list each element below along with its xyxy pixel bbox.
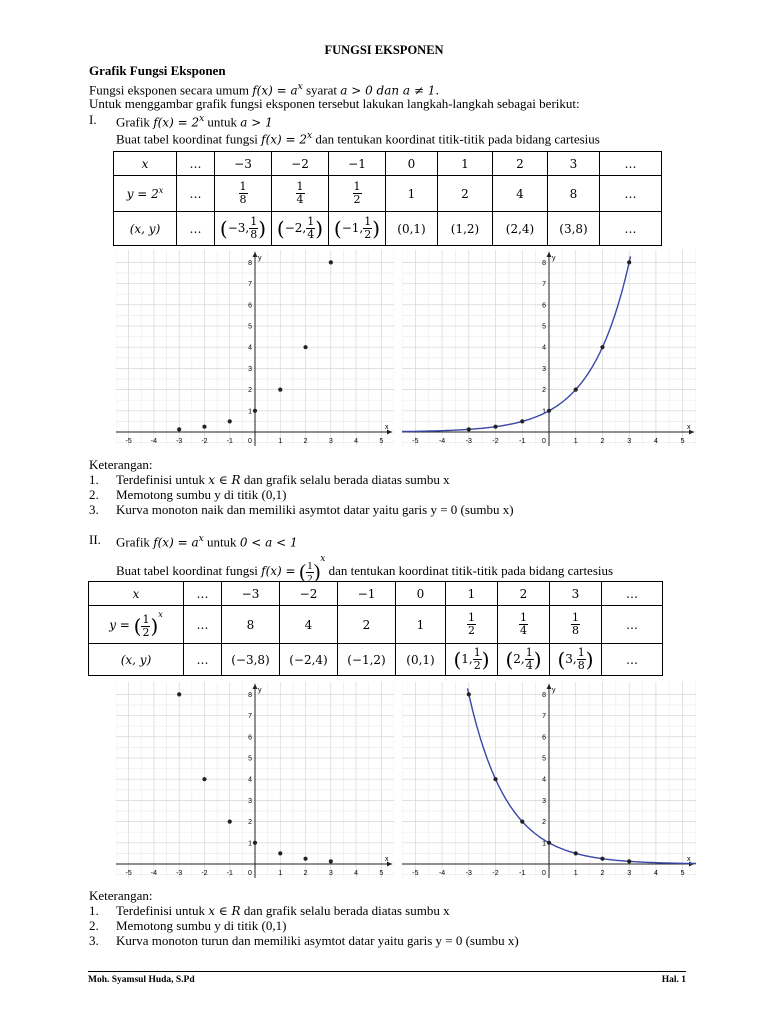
note-text: Kurva monoton turun dan memiliki asymtot datar yaitu garis y = 0 (sumbu x)	[116, 933, 519, 948]
table-cell: 2	[438, 176, 493, 212]
tick-label: 2	[542, 819, 546, 827]
tick-label: -3	[176, 870, 183, 877]
tick-label: -4	[150, 870, 158, 877]
y-axis-arrow	[547, 252, 552, 257]
tick-label: 2	[248, 819, 252, 827]
y-axis-arrow	[253, 684, 258, 689]
table-cell: …	[184, 644, 222, 676]
tick-label: 5	[379, 438, 384, 445]
table-cell: 4	[493, 176, 548, 212]
table-cell: $\frac{1}{8}$	[550, 606, 602, 644]
tick-label: 3	[328, 438, 333, 445]
note-number: 3.	[89, 502, 99, 517]
exponential-curve	[402, 256, 631, 431]
table-cell: …	[177, 212, 215, 246]
coordinate-table-2	[88, 581, 663, 676]
graph-scatter-2x	[116, 250, 394, 446]
graph-scatter-half-x	[116, 682, 394, 878]
tick-label: -5	[412, 438, 419, 445]
table-cell: −2	[272, 152, 329, 176]
tick-label: 0	[542, 438, 546, 445]
tick-label: -3	[465, 870, 472, 877]
row-label: $y = 2^x$	[114, 176, 177, 212]
data-point	[574, 851, 578, 855]
table-cell: (1, $\frac{1}{2}$ )	[446, 644, 498, 676]
page-footer	[88, 971, 686, 985]
tick-label: 0	[248, 870, 252, 877]
tick-label: 7	[542, 281, 546, 289]
note-text: Memotong sumbu y di titik (0,1)	[116, 918, 287, 933]
tick-label: 8	[542, 259, 546, 267]
tick-label: 6	[542, 302, 546, 310]
table-cell: −3	[222, 582, 280, 606]
tick-label: 5	[542, 755, 546, 763]
note-text: Memotong sumbu y di titik (0,1)	[116, 487, 287, 502]
tick-label: -4	[150, 438, 158, 445]
table-cell: (1,2)	[438, 212, 493, 246]
table-cell: (2, $\frac{1}{4}$ )	[498, 644, 550, 676]
table-cell: 1	[438, 152, 493, 176]
section2-instruction: Buat tabel koordinat fungsi f(x) = ( $\frac{1}{2}$ )$^x$ dan tentukan koordinat titik-titik pada bidang cartesius	[116, 554, 614, 585]
note-number: 3.	[89, 933, 99, 948]
tick-label: 3	[542, 365, 546, 373]
table-cell: (−3, $\frac{1}{8}$ )	[215, 212, 272, 246]
tick-label: -1	[226, 870, 233, 877]
table-cell: …	[602, 644, 663, 676]
section1-number: I.	[89, 112, 97, 127]
y-axis-label: y	[552, 255, 556, 262]
data-point	[253, 841, 257, 845]
y-axis-label: y	[552, 687, 556, 694]
data-point	[202, 425, 206, 429]
notes-title-1: Keterangan:	[89, 457, 153, 472]
data-point	[303, 345, 307, 349]
section-heading: Grafik Fungsi Eksponen	[89, 63, 226, 78]
tick-label: 2	[542, 387, 546, 395]
data-point	[329, 859, 333, 863]
table-cell: 2	[498, 582, 550, 606]
data-point	[627, 859, 631, 863]
table-cell: $\frac{1}{2}$	[446, 606, 498, 644]
data-point	[278, 387, 282, 391]
section1-instruction: Buat tabel koordinat fungsi $f(x) = 2^x$ dan tentukan koordinat titik-titik pada bidang cartesius	[116, 131, 600, 147]
tick-label: -1	[519, 870, 526, 877]
y-axis-label: y	[258, 687, 262, 694]
tick-label: -2	[492, 870, 499, 877]
table-cell: (0,1)	[396, 644, 446, 676]
table-cell: 3	[548, 152, 600, 176]
data-point	[467, 692, 471, 696]
table-cell: −3	[215, 152, 272, 176]
tick-label: 3	[328, 870, 333, 877]
table-row	[114, 176, 662, 212]
tick-label: 3	[248, 797, 252, 805]
data-point	[278, 851, 282, 855]
tick-label: 1	[278, 870, 283, 877]
table-cell: x	[89, 582, 184, 606]
data-point	[600, 345, 604, 349]
tick-label: 1	[573, 870, 578, 877]
coordinate-table-1	[113, 151, 662, 246]
tick-label: 3	[542, 797, 546, 805]
table-cell: 8	[222, 606, 280, 644]
table-cell: (x, y)	[114, 212, 177, 246]
y-axis-arrow	[253, 252, 258, 257]
table-cell: −1	[329, 152, 386, 176]
tick-label: 2	[600, 438, 605, 445]
table-cell: (3,8)	[548, 212, 600, 246]
footer-author: Moh. Syamsul Huda, S.Pd	[88, 975, 195, 985]
tick-label: 2	[303, 870, 308, 877]
table-cell: 3	[550, 582, 602, 606]
table-cell: …	[600, 152, 662, 176]
table-cell: (2,4)	[493, 212, 548, 246]
exponential-curve	[468, 688, 697, 863]
tick-label: 8	[542, 691, 546, 699]
tick-label: -4	[438, 870, 446, 877]
tick-label: 4	[248, 776, 252, 784]
x-axis-label: x	[385, 856, 389, 863]
tick-label: 4	[653, 438, 658, 445]
tick-label: 5	[680, 870, 685, 877]
footer-page: Hal. 1	[661, 975, 686, 985]
notes-title-2: Keterangan:	[89, 888, 153, 903]
data-point	[493, 425, 497, 429]
tick-label: 2	[303, 438, 308, 445]
tick-label: 8	[248, 259, 252, 267]
table-cell: 1	[386, 176, 438, 212]
tick-label: 7	[542, 713, 546, 721]
tick-label: 4	[354, 870, 359, 877]
tick-label: 6	[248, 302, 252, 310]
section2-title: Grafik $f(x) = a^x$ untuk 0 < a < 1	[116, 534, 298, 550]
tick-label: 1	[248, 408, 252, 416]
tick-label: 6	[248, 734, 252, 742]
data-point	[202, 777, 206, 781]
tick-label: 7	[248, 713, 252, 721]
data-point	[547, 841, 551, 845]
table-cell: …	[184, 606, 222, 644]
tick-label: -5	[125, 438, 132, 445]
tick-label: 2	[248, 387, 252, 395]
data-point	[600, 857, 604, 861]
note-number: 1.	[89, 903, 99, 918]
y-axis-arrow	[547, 684, 552, 689]
table-cell: 2	[493, 152, 548, 176]
tick-label: -5	[125, 870, 132, 877]
tick-label: 0	[542, 870, 546, 877]
intro-definition: Fungsi eksponen secara umum $f(x) = a^x$ syarat a > 0 dan a ≠ 1.	[89, 82, 440, 98]
tick-label: 5	[379, 870, 384, 877]
tick-label: -1	[519, 438, 526, 445]
page-title: FUNGSI EKSPONEN	[324, 43, 444, 57]
table-cell: …	[184, 582, 222, 606]
note-number: 2.	[89, 918, 99, 933]
table-cell: 1	[396, 606, 446, 644]
tick-label: -2	[201, 870, 208, 877]
data-point	[520, 419, 524, 423]
table-cell: 0	[386, 152, 438, 176]
x-axis-label: x	[385, 424, 389, 431]
table-cell: (3, $\frac{1}{8}$ )	[550, 644, 602, 676]
section2-number: II.	[89, 532, 101, 547]
intro-instruction: Untuk menggambar grafik fungsi eksponen tersebut lakukan langkah-langkah sebagai berikut:	[89, 96, 580, 111]
table-cell: …	[602, 582, 663, 606]
tick-label: 3	[248, 365, 252, 373]
table-cell: (−2,4)	[280, 644, 338, 676]
data-point	[493, 777, 497, 781]
y-axis-label: y	[258, 255, 262, 262]
tick-label: -1	[226, 438, 233, 445]
table-cell: (−1, $\frac{1}{2}$ )	[329, 212, 386, 246]
tick-label: -2	[492, 438, 499, 445]
table-row	[89, 644, 663, 676]
table-cell: 8	[548, 176, 600, 212]
tick-label: 7	[248, 281, 252, 289]
tick-label: 8	[248, 691, 252, 699]
data-point	[329, 260, 333, 264]
table-cell: 1	[446, 582, 498, 606]
table-cell: (x, y)	[89, 644, 184, 676]
table-cell: x	[114, 152, 177, 176]
table-cell: (0,1)	[386, 212, 438, 246]
tick-label: 5	[542, 323, 546, 331]
table-cell: $\frac{1}{4}$	[498, 606, 550, 644]
tick-label: -2	[201, 438, 208, 445]
table-cell: …	[177, 152, 215, 176]
tick-label: -4	[438, 438, 446, 445]
x-axis-label: x	[687, 856, 691, 863]
tick-label: 6	[542, 734, 546, 742]
data-point	[228, 819, 232, 823]
data-point	[177, 427, 181, 431]
tick-label: 3	[627, 438, 632, 445]
table-cell: (−2, $\frac{1}{4}$ )	[272, 212, 329, 246]
tick-label: 1	[573, 438, 578, 445]
table-cell: 4	[280, 606, 338, 644]
table-cell: −2	[280, 582, 338, 606]
tick-label: 4	[248, 344, 252, 352]
tick-label: 5	[248, 323, 252, 331]
tick-label: 1	[542, 408, 546, 416]
tick-label: 5	[680, 438, 685, 445]
tick-label: 1	[278, 438, 283, 445]
note-text: Kurva monoton naik dan memiliki asymtot datar yaitu garis y = 0 (sumbu x)	[116, 502, 514, 517]
table-cell: …	[177, 176, 215, 212]
data-point	[574, 387, 578, 391]
data-point	[627, 260, 631, 264]
table-row	[89, 582, 663, 606]
tick-label: 4	[542, 776, 546, 784]
tick-label: 4	[354, 438, 359, 445]
table-row	[114, 212, 662, 246]
row-label: y = ( $\frac{1}{2}$ )$^x$	[89, 606, 184, 644]
note-number: 2.	[89, 487, 99, 502]
graph-curve-2x	[402, 250, 696, 446]
section1-title: Grafik $f(x) = 2^x$ untuk a > 1	[116, 114, 273, 130]
data-point	[467, 427, 471, 431]
data-point	[253, 409, 257, 413]
table-cell: (−1,2)	[338, 644, 396, 676]
tick-label: 3	[627, 870, 632, 877]
graph-curve-half-x	[402, 682, 696, 878]
tick-label: 4	[542, 344, 546, 352]
table-row	[114, 152, 662, 176]
note-text: Terdefinisi untuk x ∈ R dan grafik selalu berada diatas sumbu x	[116, 903, 450, 918]
table-cell: …	[602, 606, 663, 644]
tick-label: 5	[248, 755, 252, 763]
tick-label: 0	[248, 438, 252, 445]
x-axis-label: x	[687, 424, 691, 431]
table-cell: $\frac{1}{8}$	[215, 176, 272, 212]
tick-label: -5	[412, 870, 419, 877]
tick-label: 1	[248, 840, 252, 848]
table-cell: …	[600, 212, 662, 246]
table-cell: …	[600, 176, 662, 212]
data-point	[303, 857, 307, 861]
data-point	[177, 692, 181, 696]
table-cell: −1	[338, 582, 396, 606]
table-cell: 2	[338, 606, 396, 644]
note-text: Terdefinisi untuk x ∈ R dan grafik selalu berada diatas sumbu x	[116, 472, 450, 487]
note-number: 1.	[89, 472, 99, 487]
table-row	[89, 606, 663, 644]
table-cell: $\frac{1}{4}$	[272, 176, 329, 212]
tick-label: -3	[176, 438, 183, 445]
table-cell: 0	[396, 582, 446, 606]
data-point	[547, 409, 551, 413]
tick-label: -3	[465, 438, 472, 445]
data-point	[520, 819, 524, 823]
tick-label: 1	[542, 840, 546, 848]
tick-label: 4	[653, 870, 658, 877]
table-cell: $\frac{1}{2}$	[329, 176, 386, 212]
table-cell: (−3,8)	[222, 644, 280, 676]
data-point	[228, 419, 232, 423]
tick-label: 2	[600, 870, 605, 877]
